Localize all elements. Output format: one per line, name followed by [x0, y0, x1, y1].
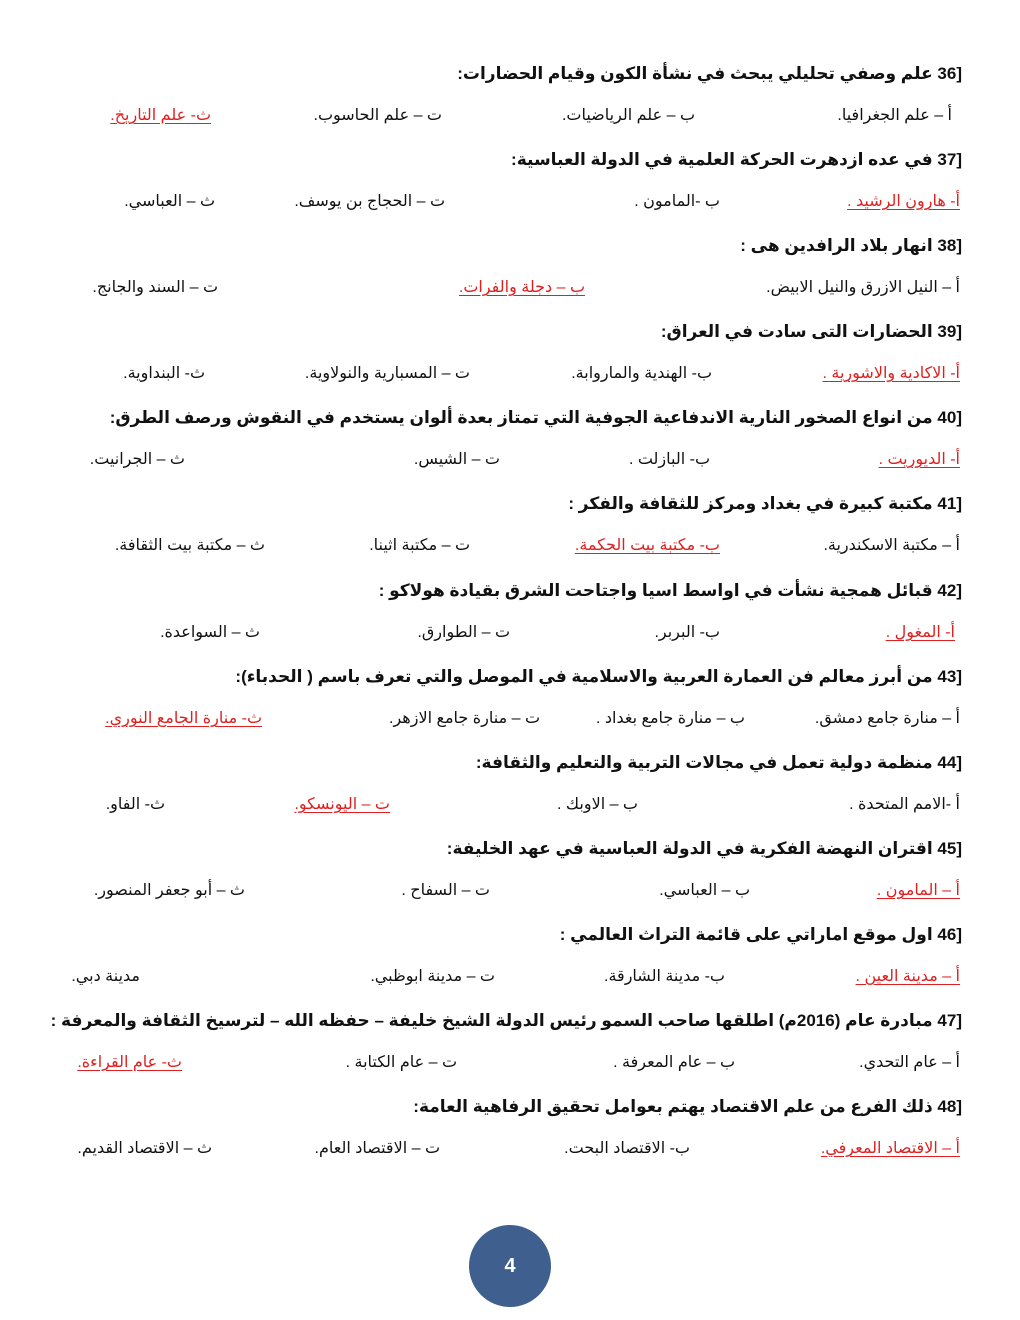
- answer-option: أ -الامم المتحدة .: [849, 796, 960, 813]
- question-text: علم وصفي تحليلي يبحث في نشأة الكون وقيام الحضارات:: [457, 64, 933, 83]
- question-text: من انواع الصخور النارية الاندفاعية الجوفية التي تمتاز بعدة ألوان يستخدم في النقوش ورصف الطرق:: [109, 408, 933, 427]
- correct-answer-option: ث- عام القراءة.: [77, 1054, 182, 1071]
- question-number: 47]: [937, 1011, 962, 1030]
- answer-option: ب – الاوبك .: [557, 796, 638, 813]
- options-row: [30, 619, 965, 647]
- correct-answer-option: أ- الاكادية والاشورية .: [822, 365, 960, 382]
- answer-option: ث – الجرانيت.: [89, 451, 185, 468]
- question-44: [40, 749, 962, 777]
- answer-option: ب- الهندية والماروابة.: [571, 365, 712, 382]
- options-row: [30, 274, 965, 302]
- answer-option: ب- البربر.: [654, 624, 720, 641]
- question-text: انهار بلاد الرافدين هى :: [740, 236, 933, 255]
- answer-option: مدينة دبي.: [71, 968, 140, 985]
- page-number: 4: [504, 1254, 516, 1277]
- correct-answer-option: أ – الاقتصاد المعرفي.: [820, 1140, 960, 1157]
- answer-option: ب – عام المعرفة .: [613, 1054, 735, 1071]
- answer-option: ب – منارة جامع بغداد .: [595, 710, 745, 727]
- question-39: [40, 318, 962, 346]
- question-46: [40, 921, 962, 949]
- question-text: في عده ازدهرت الحركة العلمية في الدولة العباسية:: [511, 150, 933, 169]
- answer-option: ت – الاقتصاد العام.: [314, 1140, 440, 1157]
- answer-option: أ – منارة جامع دمشق.: [814, 710, 960, 727]
- options-row: [30, 532, 965, 560]
- options-row: [30, 791, 965, 819]
- answer-option: ب – علم الرياضيات.: [561, 107, 695, 124]
- answer-option: أ – مكتبة الاسكندرية.: [823, 537, 960, 554]
- answer-option: ب- الاقتصاد البحت.: [564, 1140, 690, 1157]
- options-row: [30, 877, 965, 905]
- answer-option: أ – عام التحدي.: [859, 1054, 960, 1071]
- question-text: مكتبة كبيرة في بغداد ومركز للثقافة والفكر :: [568, 494, 933, 513]
- question-37: [40, 146, 962, 174]
- question-text: من أبرز معالم فن العمارة العربية والاسلامية في الموصل والتي تعرف باسم ( الحدباء):: [235, 667, 933, 686]
- answer-option: ب- البازلت .: [628, 451, 710, 468]
- answer-option: أ – النيل الازرق والنيل الابيض.: [766, 279, 960, 296]
- question-number: 36]: [937, 64, 962, 83]
- page-number-badge: [469, 1225, 551, 1307]
- question-text: الحضارات التى سادت في العراق:: [660, 322, 933, 341]
- answer-option: ث – مكتبة بيت الثقافة.: [114, 537, 265, 554]
- answer-option: ت – الحجاج بن يوسف.: [294, 193, 445, 210]
- answer-option: ت – الشيس.: [413, 451, 500, 468]
- correct-answer-option: ث- علم التاريخ.: [110, 107, 211, 124]
- answer-option: ب -المامون .: [634, 193, 720, 210]
- question-number: 42]: [937, 581, 962, 600]
- options-row: [30, 1135, 965, 1163]
- answer-option: ت – المسبارية والنولاوية.: [304, 365, 470, 382]
- question-text: مبادرة عام (2016م) اطلقها صاحب السمو رئيس الدولة الشيخ خليفة – حفظه الله – لترسيخ الثقافة والمعرفة :: [50, 1011, 933, 1030]
- question-number: 38]: [937, 236, 962, 255]
- options-row: [30, 705, 965, 733]
- question-45: [40, 835, 962, 863]
- question-42: [40, 577, 962, 605]
- question-number: 40]: [937, 408, 962, 427]
- answer-option: ت – الطوارق.: [417, 624, 510, 641]
- question-number: 43]: [937, 667, 962, 686]
- question-36: [40, 60, 962, 88]
- correct-answer-option: أ – مدينة العين .: [855, 968, 960, 985]
- answer-option: ث- الفاو.: [105, 796, 165, 813]
- answer-option: ت – السفاح .: [401, 882, 490, 899]
- question-41: [40, 490, 962, 518]
- answer-option: ت – مدينة ابوظبي.: [370, 968, 495, 985]
- correct-answer-option: أ- هارون الرشيد .: [847, 193, 960, 210]
- question-number: 44]: [937, 753, 962, 772]
- question-number: 41]: [937, 494, 962, 513]
- options-row: [30, 1049, 965, 1077]
- question-40: [40, 404, 962, 432]
- answer-option: ث – الاقتصاد القديم.: [77, 1140, 212, 1157]
- question-number: 48]: [937, 1097, 962, 1116]
- answer-option: ب- مدينة الشارقة.: [604, 968, 725, 985]
- question-text: اقتران النهضة الفكرية في الدولة العباسية في عهد الخليفة:: [446, 839, 933, 858]
- answer-option: ث – أبو جعفر المنصور.: [93, 882, 245, 899]
- question-text: قبائل همجية نشأت في اواسط اسيا واجتاحت الشرق بقيادة هولاكو :: [378, 581, 933, 600]
- answer-option: ث – السواعدة.: [160, 624, 260, 641]
- question-38: [40, 232, 962, 260]
- correct-answer-option: ب – دجلة والفرات.: [458, 279, 585, 296]
- answer-option: ت – منارة جامع الازهر.: [389, 710, 540, 727]
- question-number: 45]: [937, 839, 962, 858]
- answer-option: ت – علم الحاسوب.: [313, 107, 442, 124]
- correct-answer-option: أ- المغول .: [885, 624, 955, 641]
- question-number: 37]: [937, 150, 962, 169]
- options-row: [30, 188, 965, 216]
- answer-option: ث – العباسي.: [124, 193, 215, 210]
- question-text: منظمة دولية تعمل في مجالات التربية والتعليم والثقافة:: [475, 753, 933, 772]
- question-number: 46]: [937, 925, 962, 944]
- question-text: اول موقع اماراتي على قائمة التراث العالمي :: [559, 925, 933, 944]
- correct-answer-option: ت – اليونسكو.: [294, 796, 390, 813]
- options-row: [30, 963, 965, 991]
- options-row: [30, 360, 965, 388]
- answer-option: ب – العباسي.: [659, 882, 750, 899]
- question-48: [40, 1093, 962, 1121]
- question-43: [40, 663, 962, 691]
- answer-option: ت – السند والجانج.: [92, 279, 218, 296]
- correct-answer-option: ب- مكتبة بيت الحكمة.: [574, 537, 720, 554]
- correct-answer-option: أ- الديوريت .: [878, 451, 960, 468]
- correct-answer-option: أ – المامون .: [876, 882, 960, 899]
- options-row: [30, 446, 965, 474]
- answer-option: أ – علم الجغرافيا.: [837, 107, 952, 124]
- question-number: 39]: [937, 322, 962, 341]
- question-47: [40, 1007, 962, 1035]
- options-row: [30, 102, 965, 130]
- answer-option: ت – مكتبة اثينا.: [369, 537, 470, 554]
- question-text: ذلك الفرع من علم الاقتصاد يهتم بعوامل تحقيق الرفاهية العامة:: [413, 1097, 933, 1116]
- correct-answer-option: ث- منارة الجامع النوري.: [105, 710, 262, 727]
- answer-option: ت – عام الكتابة .: [345, 1054, 457, 1071]
- answer-option: ث- البنداوية.: [123, 365, 205, 382]
